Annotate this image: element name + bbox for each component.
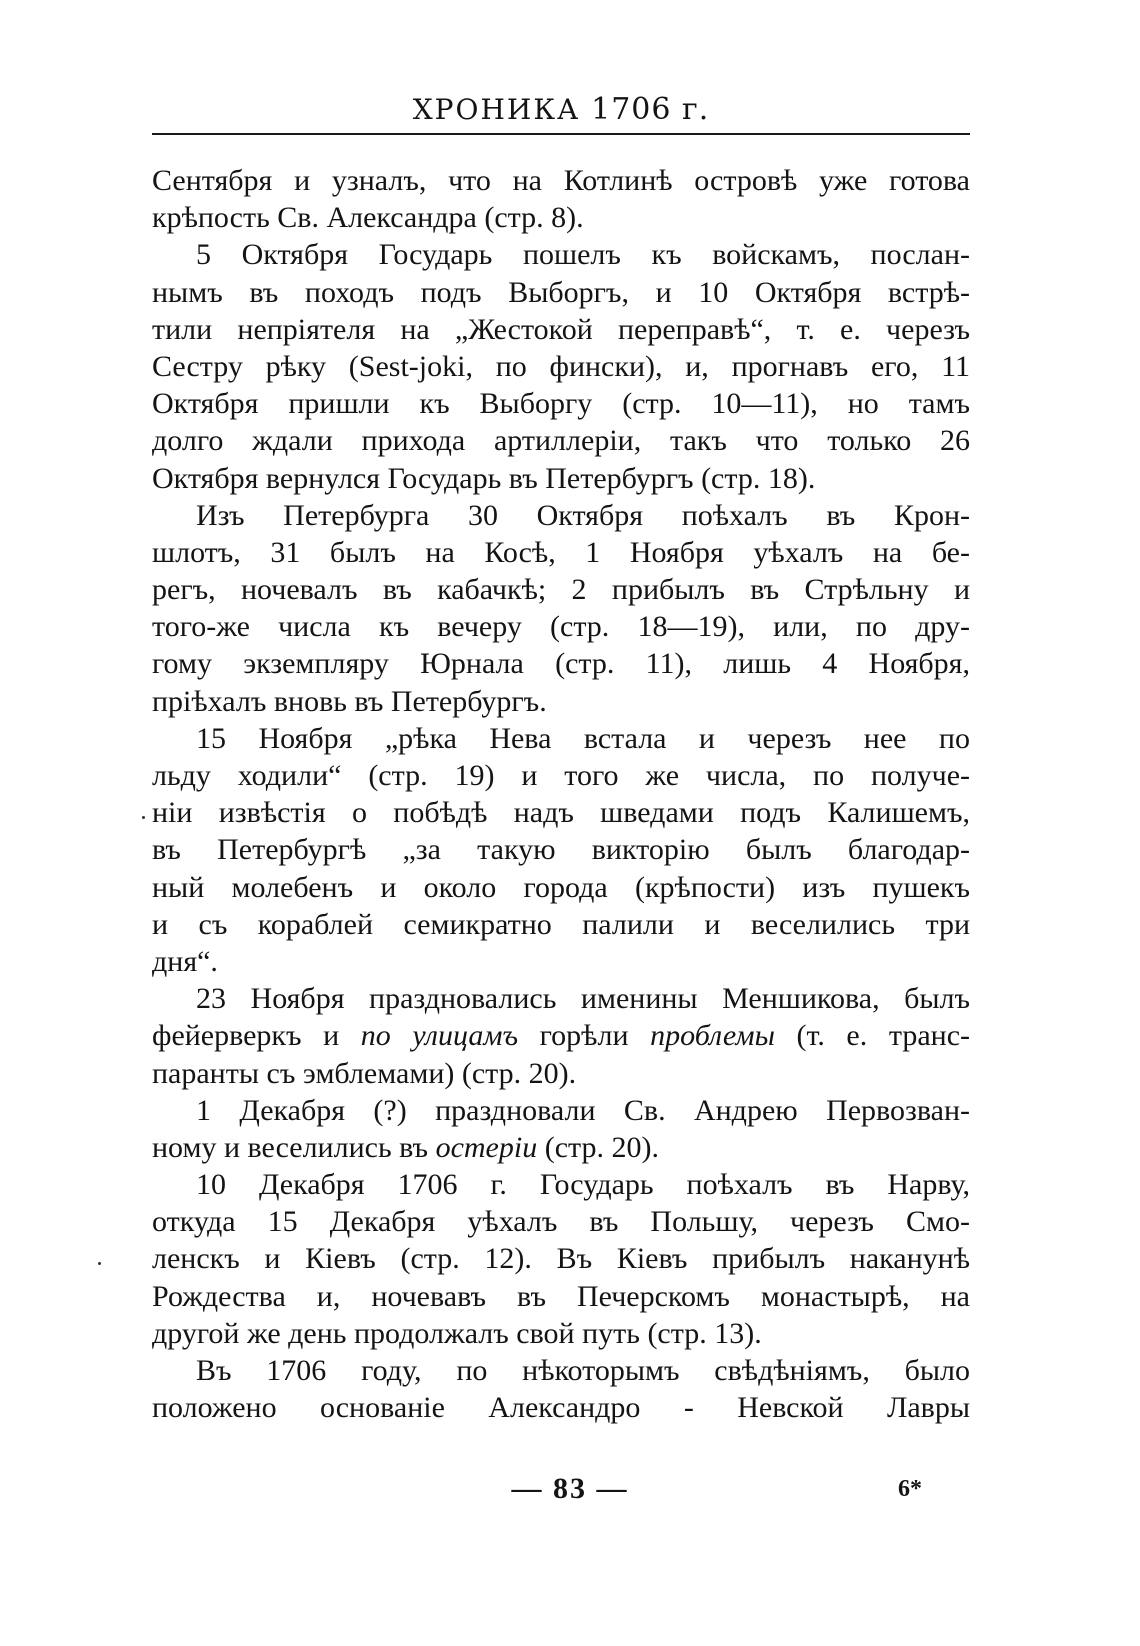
text-line: Октября вернулся Государь въ Петербургъ (стр. 18). — [152, 461, 816, 495]
text-line: Въ 1706 году, по нѣкоторымъ свѣдѣніямъ, было — [196, 1354, 970, 1387]
text-line: Изъ Петербурга 30 Октября поѣхалъ въ Крон- — [196, 498, 970, 532]
text-line: долго ждали прихода артиллеріи, такъ что только 26 — [152, 424, 970, 458]
text-line: ніи извѣстія о побѣдѣ надъ шведами подъ Калишемъ, — [152, 796, 970, 830]
header-title: ХРОНИКА — [412, 93, 581, 126]
text-segment: (стр. 20). — [544, 1130, 659, 1164]
page-number: — 83 — — [511, 1472, 629, 1505]
text-segment: ному и веселились въ — [152, 1130, 429, 1164]
italic-phrase: по улицамъ — [360, 1019, 519, 1053]
text-line: шлотъ, 31 былъ на Косѣ, 1 Ноября уѣхалъ на бе- — [152, 535, 970, 569]
text-line: нымъ въ походъ подъ Выборгъ, и 10 Октября встрѣ- — [152, 275, 970, 309]
signature-mark: 6* — [898, 1476, 922, 1502]
text-segment: (т. е. транс- — [796, 1019, 970, 1053]
text-line: регъ, ночевалъ въ кабачкѣ; 2 прибылъ въ Стрѣльну и — [152, 573, 970, 607]
text-line: тили непріятеля на „Жестокой переправѣ“, т. е. черезъ — [152, 312, 970, 346]
italic-phrase: проблемы — [650, 1019, 775, 1053]
text-line: 15 Ноября „рѣка Нева встала и черезъ нее по — [196, 721, 970, 755]
text-line: и съ кораблей семикратно палили и веселились три — [152, 907, 970, 941]
print-speck — [142, 816, 145, 819]
text-line: крѣпость Св. Александра (стр. 8). — [152, 201, 584, 235]
text-line: 23 Ноября праздновались именины Меншикова, былъ — [196, 982, 970, 1016]
text-line: 10 Декабря 1706 г. Государь поѣхалъ въ Нарву, — [196, 1168, 970, 1202]
header-year: 1706 г. — [591, 92, 710, 127]
text-segment: горѣли — [539, 1019, 629, 1053]
text-line: Сестру рѣку (Sest-joki, по фински), и, прогнавъ его, 11 — [152, 349, 970, 383]
text-line: другой же день продолжалъ свой путь (стр. 13). — [152, 1316, 762, 1350]
text-segment: фейерверкъ и — [152, 1019, 340, 1053]
text-line-mixed — [152, 1017, 970, 1054]
text-line: льду ходили“ (стр. 19) и того же числа, по получе- — [152, 759, 970, 792]
body-text — [152, 162, 970, 1426]
italic-phrase: остеріи — [435, 1130, 538, 1164]
text-line: Рождества и, ночевавъ въ Печерскомъ монастырѣ, на — [152, 1279, 970, 1313]
text-line: ленскъ и Кіевъ (стр. 12). Въ Кіевъ прибылъ наканунѣ — [152, 1242, 970, 1276]
text-line: въ Петербургѣ „за такую викторію былъ благодар- — [152, 833, 970, 867]
text-line: пріѣхалъ вновь въ Петербургъ. — [152, 684, 547, 718]
text-line: дня“. — [152, 944, 218, 978]
text-line: Сентября и узналъ, что на Котлинѣ островѣ уже готова — [152, 164, 970, 197]
text-line: гому экземпляру Юрнала (стр. 11), лишь 4 Ноября, — [152, 647, 970, 681]
running-header — [150, 92, 972, 128]
text-line: положено основаніе Александро - Невской Лавры — [152, 1391, 970, 1425]
text-line: ный молебенъ и около города (крѣпости) изъ пушекъ — [152, 870, 970, 904]
header-rule — [152, 133, 970, 135]
text-line: откуда 15 Декабря уѣхалъ въ Польшу, черезъ Смо- — [152, 1205, 970, 1239]
text-line-mixed — [152, 1129, 970, 1166]
text-line: 1 Декабря (?) праздновали Св. Андрею Первозван- — [196, 1093, 970, 1127]
text-line: паранты съ эмблемами) (стр. 20). — [152, 1056, 577, 1090]
text-line: 5 Октября Государь пошелъ къ войскамъ, послан- — [196, 238, 970, 272]
print-speck — [98, 1262, 101, 1265]
text-line: Октября пришли къ Выборгу (стр. 10—11), но тамъ — [152, 387, 970, 421]
text-line: того-же числа къ вечеру (стр. 18—19), или, по дру- — [152, 610, 970, 644]
